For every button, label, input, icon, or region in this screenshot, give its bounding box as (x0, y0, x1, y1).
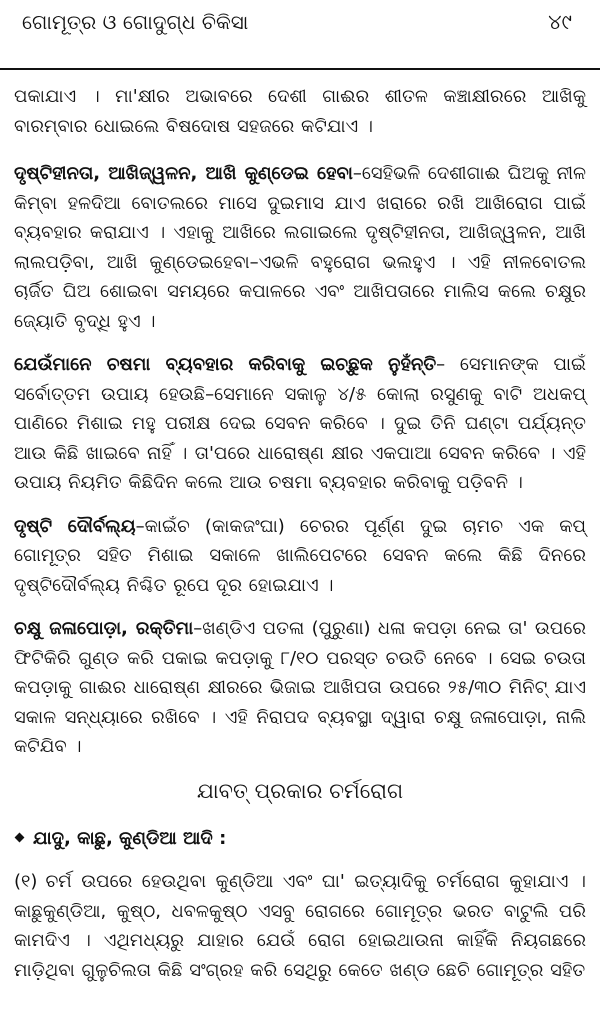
header-rule (0, 68, 600, 70)
paragraph-text: – ସେମାନଙ୍କ ପାଇଁ ସର୍ବୋତ୍ତମ ଉପାୟ ହେଉଛି–ସେମାନେ ସକାଳୁ ୪/୫ କୋଲା ରସୁଣକୁ ବାଟି ଅଧକପ୍ ପାଣିରେ ମିଶାଇ ମହୁ ପରୀକ୍ଷ ଦେଇ ସେବନ କରିବେ । ଦୁଇ ତିନି ଘଣ୍ଟା ପର୍ଯ୍ୟନ୍ତ ଆଉ କିଛି ଖାଇବେ ନାହିଁ । ତା'ପରେ ଧାରୋଷ୍ଣ କ୍ଷୀର ଏକପାଆ ସେବନ କରିବେ । ଏହି ଉପାୟ ନିୟମିତ କିଛିଦିନ କଲେ ଆଉ ଚଷମା ବ୍ୟବହାର କରିବାକୁ ପଡ଼ିବନି । (14, 354, 586, 493)
paragraph-lead: ଯେଉଁମାନେ ଚଷମା ବ୍ୟବହାର କରିବାକୁ ଇଚ୍ଛୁକ ନୁହଁନ୍ତି (14, 354, 437, 375)
paragraph-text: –କାଇଁଚ (କାକଜଂଘା) ଚେରର ପୂର୍ଣ୍ଣ ଦୁଇ ଚାମଚ ଏକ କପ୍ ଗୋମୂତ୍ର ସହିତ ମିଶାଇ ସକାଳେ ଖାଲିପେଟରେ ସେବନ କଲେ କିଛି ଦିନରେ ଦୃଷ୍ଟିଦୌର୍ବଲ୍ୟ ନିଶ୍ଚିତ ରୂପେ ଦୂର ହୋଇଯାଏ । (14, 515, 587, 596)
bullet-item (14, 824, 586, 854)
paragraph-avoid-spectacles (14, 350, 586, 498)
page-number: ୪୯ (548, 10, 572, 34)
paragraph-text: –ସେହିଭଳି ଦେଶୀଗାଈ ଘିଅକୁ ନୀଳ କିମ୍ବା ହଳଦିଆ ବୋତଲରେ ମାସେ ଦୁଇମାସ ଯାଏ ଖରାରେ ରଖି ଆଖିରୋଗ ପାଇଁ ବ୍ୟବହାର କରାଯାଏ । ଏହାକୁ ଆଖିରେ ଲଗାଇଲେ ଦୃଷ୍ଟିହୀନତା, ଆଖିଜ୍ୱଳନ, ଆଖି ଲାଲପଡ଼ିବା, ଆଖି କୁଣ୍ଡେଇହେବା–ଏଭଳି ବହୁରୋଗ ଭଲହୁଏ । ଏହି ନୀଳବୋତଲ ଚାର୍ଜିତ ଘିଅ ଶୋଇବା ସମୟରେ କପାଳରେ ଏବଂ ଆଖିପତାରେ ମାଲିସ କଲେ ଚକ୍ଷୁର ଜ୍ୟୋତି ବୃଦ୍ଧି ହୁଏ । (14, 163, 586, 332)
paragraph-lead: ଦୃଷ୍ଟିହୀନତା, ଆଖିଜ୍ୱଳନ, ଆଖି କୁଣ୍ଡେଇ ହେବା (14, 163, 353, 184)
paragraph-lead: ଚକ୍ଷୁ ଜଳାପୋଡ଼ା, ରକ୍ତିମା (14, 618, 194, 639)
numbered-item (14, 867, 586, 985)
paragraph-eye-burning (14, 614, 586, 762)
paragraph-text: –ଖଣ୍ଡିଏ ପତଳା (ପୁରୁଣା) ଧଳା କପଡ଼ା ନେଇ ତା' ଉପରେ ଫିଟିକିରି ଗୁଣ୍ଡ କରି ପକାଇ କପଡ଼ାକୁ ୮/୧୦ ପରସ୍ତ ଚଉତି ନେବେ । ସେଇ ଚଉତା କପଡ଼ାକୁ ଗାଈର ଧାରୋଷ୍ଣ କ୍ଷୀରରେ ଭିଜାଇ ଆଖିପତା ଉପରେ ୨୫/୩୦ ମିନିଟ୍ ଯାଏ ସକାଳ ସନ୍ଧ୍ୟାରେ ରଖିବେ । ଏହି ନିରାପଦ ବ୍ୟବସ୍ଥା ଦ୍ୱାରା ଚକ୍ଷୁ ଜଳାପୋଡ଼ା, ନାଲି କଟିଯିବ । (14, 618, 586, 757)
item-text: ଚର୍ମ ଉପରେ ହେଉଥିବା କୁଣ୍ଡିଆ ଏବଂ ଘା' ଇତ୍ୟାଦିକୁ ଚର୍ମରୋଗ କୁହାଯାଏ । କାଛୁକୁଣ୍ଡିଆ, କୁଷ୍ଠ, ଧବଳକୁଷ୍ଠ ଏସବୁ ରୋଗରେ ଗୋମୂତ୍ର ଭରତ ବାଟୁଲି ପରି କାମଦିଏ । ଏଥିମଧ୍ୟରୁ ଯାହାର ଯେଉଁ ରୋଗ ହୋଇଥାଉନା କାହିଁକି ନିୟଗଛରେ ମାଡ଼ିଥିବା ଗୁଳୁଚିଲତା କିଛି ସଂଗ୍ରହ କରି ସେଥିରୁ କେତେ ଖଣ୍ଡ ଛେଚି ଗୋମୂତ୍ର ସହିତ (14, 871, 586, 981)
intro-paragraph: ପକାଯାଏ । ମା'କ୍ଷୀର ଅଭାବରେ ଦେଶୀ ଗାଈର ଶୀତଳ କଞ୍ଚାକ୍ଷୀରରେ ଆଖିକୁ ବାରମ୍ବାର ଧୋଇଲେ ବିଷଦୋଷ ସହଜରେ କଟିଯାଏ । (14, 86, 586, 137)
diamond-bullet-icon (15, 832, 25, 842)
page-body (14, 82, 586, 999)
paragraph-eye-ailments (14, 159, 586, 336)
item-number: (୧) (14, 871, 38, 892)
paragraph-lead: ଦୃଷ୍ଟି ଦୌର୍ବଲ୍ୟ (14, 515, 136, 537)
running-header-title: ଗୋମୂତ୍ର ଓ ଗୋଦୁଗ୍ଧ ଚିକିସା (22, 10, 249, 34)
bullet-label: ଯାଦୁ, କାଛୁ, କୁଣ୍ଡିଆ ଆଦି : (33, 827, 227, 849)
running-header (14, 0, 586, 42)
paragraph-weak-vision (14, 512, 586, 601)
section-heading: ଯାବତ୍ ପ୍ରକାର ଚର୍ମରୋଗ (196, 778, 404, 803)
